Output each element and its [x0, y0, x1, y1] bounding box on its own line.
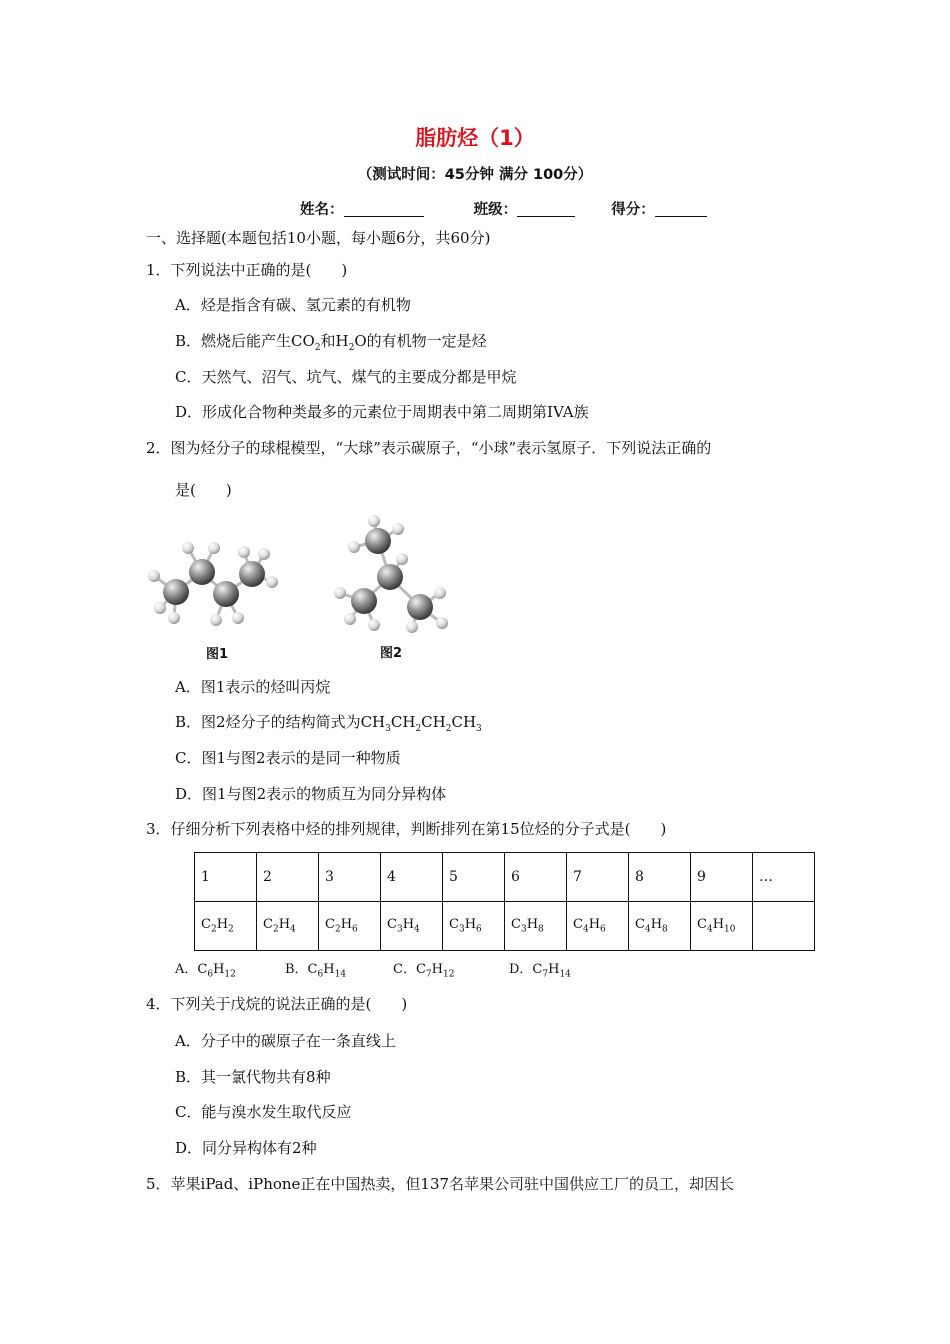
formula-c: C — [573, 917, 583, 933]
name-label: 姓名： — [300, 202, 344, 218]
formula-text: CH — [390, 713, 416, 731]
formula-h-count: 4 — [414, 924, 420, 935]
formula-c: C — [263, 917, 273, 933]
q3-option-a — [175, 958, 236, 980]
formula-c: C — [325, 917, 335, 933]
table-cell-index: 3 — [319, 853, 381, 902]
formula-c: C — [697, 917, 707, 933]
q3-option-d — [509, 958, 571, 980]
q1-option-a: A．烃是指含有碳、氢元素的有机物 — [175, 296, 411, 314]
table-cell-empty — [753, 902, 815, 951]
page-title: 脂肪烃（1） — [415, 126, 535, 150]
formula-subscript: 2 — [415, 724, 422, 734]
option-label: B．C — [285, 962, 318, 977]
table-cell-formula — [629, 902, 691, 951]
table-cell-formula — [505, 902, 567, 951]
figure-1-propane-model — [140, 532, 290, 632]
q1-stem: 1．下列说法中正确的是( ) — [146, 261, 348, 279]
formula-c-count: 3 — [396, 924, 403, 935]
table-cell-index: 6 — [505, 853, 567, 902]
option-label: C．C — [393, 962, 426, 977]
table-cell-index: 2 — [257, 853, 319, 902]
formula-h-count: 14 — [559, 969, 571, 980]
formula-subscript: 3 — [385, 724, 391, 734]
formula-h: H — [588, 917, 601, 933]
q2-b-text: B．图2烃分子的结构简式为CH — [175, 713, 386, 731]
q1-b-sub2: 2 — [348, 343, 355, 353]
formula-h-count: 12 — [442, 969, 455, 980]
formula-c-count: 2 — [334, 924, 341, 935]
formula-c-count: 7 — [542, 969, 549, 980]
formula-c-count: 6 — [317, 969, 324, 980]
q4-option-b: B．其一氯代物共有8种 — [175, 1068, 331, 1086]
formula-h: H — [548, 962, 560, 977]
formula-c: C — [449, 917, 459, 933]
formula-h: H — [431, 962, 443, 977]
table-cell-index: 8 — [629, 853, 691, 902]
q4-option-a: A．分子中的碳原子在一条直线上 — [175, 1032, 396, 1050]
q1-option-b — [175, 330, 487, 353]
formula-h: H — [323, 962, 335, 977]
formula-h-count: 8 — [662, 924, 668, 935]
table-cell-index: 9 — [691, 853, 753, 902]
formula-c-count: 2 — [272, 924, 279, 935]
formula-c-count: 2 — [210, 924, 217, 935]
formula-h: H — [278, 917, 291, 933]
table-cell-formula — [319, 902, 381, 951]
table-cell-index: 5 — [443, 853, 505, 902]
formula-h: H — [402, 917, 415, 933]
q2-b-formula — [385, 713, 482, 734]
table-cell-formula — [195, 902, 257, 951]
formula-c: C — [635, 917, 645, 933]
table-cell-formula — [691, 902, 753, 951]
formula-h-count: 6 — [476, 924, 482, 935]
q2-option-c: C．图1与图2表示的是同一种物质 — [175, 749, 401, 767]
formula-h-count: 10 — [724, 924, 736, 935]
formula-c: C — [387, 917, 397, 933]
figure-2-isobutane-model — [330, 515, 455, 633]
table-cell-index: … — [753, 853, 815, 902]
q2-stem-cont: 是( ) — [175, 481, 232, 499]
formula-h-count: 6 — [352, 924, 358, 935]
table-cell-index: 4 — [381, 853, 443, 902]
score-label: 得分： — [611, 202, 655, 218]
q4-option-d: D．同分异构体有2种 — [175, 1139, 317, 1157]
name-blank[interactable] — [344, 202, 424, 217]
formula-h: H — [213, 962, 225, 977]
formula-h-count: 6 — [600, 924, 606, 935]
class-blank[interactable] — [517, 202, 575, 217]
exam-info: （测试时间：45分钟 满分 100分） — [357, 167, 593, 183]
q1-b-text1: B．燃烧后能产生CO — [175, 332, 315, 350]
q3-option-c — [393, 958, 454, 980]
table-row-numbers — [195, 853, 815, 902]
q4-option-c: C．能与溴水发生取代反应 — [175, 1103, 352, 1121]
q1-option-d: D．形成化合物种类最多的元素位于周期表中第二周期第IVA族 — [175, 403, 589, 421]
q2-stem: 2．图为烃分子的球棍模型，“大球”表示碳原子，“小球”表示氢原子．下列说法正确的 — [146, 439, 712, 457]
formula-h: H — [712, 917, 725, 933]
formula-h: H — [464, 917, 477, 933]
student-fields — [300, 198, 707, 219]
q2-option-b — [175, 711, 482, 734]
formula-subscript: 3 — [476, 724, 482, 734]
q3-option-b — [285, 958, 346, 980]
table-cell-formula — [381, 902, 443, 951]
hydrocarbon-sequence-table — [194, 852, 815, 951]
formula-c: C — [201, 917, 211, 933]
formula-c-count: 3 — [520, 924, 527, 935]
formula-h: H — [650, 917, 663, 933]
figure-2-caption: 图2 — [380, 646, 403, 661]
table-cell-formula — [443, 902, 505, 951]
option-label: A．C — [175, 962, 208, 977]
q1-b-text3: O的有机物一定是烃 — [354, 332, 487, 350]
formula-h: H — [340, 917, 353, 933]
formula-h-count: 2 — [228, 924, 234, 935]
formula-text: CH — [451, 713, 477, 731]
formula-subscript: 2 — [445, 724, 452, 734]
formula-c-count: 4 — [582, 924, 589, 935]
table-row-formulas — [195, 902, 815, 951]
table-cell-index: 7 — [567, 853, 629, 902]
score-blank[interactable] — [655, 202, 707, 217]
q1-b-sub1: 2 — [314, 343, 321, 353]
table-cell-formula — [257, 902, 319, 951]
formula-h-count: 12 — [224, 969, 236, 980]
formula-c-count: 7 — [425, 969, 432, 980]
q5-stem: 5．苹果iPad、iPhone正在中国热卖，但137名苹果公司驻中国供应工厂的员工，却因长 — [146, 1175, 735, 1193]
option-label: D．C — [509, 962, 543, 977]
formula-c: C — [511, 917, 521, 933]
q4-stem: 4．下列关于戊烷的说法正确的是( ) — [146, 995, 408, 1013]
table-cell-index: 1 — [195, 853, 257, 902]
formula-h-count: 4 — [290, 924, 296, 935]
formula-h: H — [526, 917, 539, 933]
q1-b-text2: 和H — [320, 332, 349, 350]
formula-c-count: 3 — [458, 924, 465, 935]
formula-c-count: 4 — [706, 924, 713, 935]
formula-c-count: 6 — [207, 969, 214, 980]
q2-option-d: D．图1与图2表示的物质互为同分异构体 — [175, 785, 447, 803]
q2-option-a: A．图1表示的烃叫丙烷 — [175, 678, 331, 696]
formula-h: H — [216, 917, 229, 933]
formula-c-count: 4 — [644, 924, 651, 935]
section-heading: 一、选择题(本题包括10小题，每小题6分，共60分) — [146, 229, 491, 247]
table-cell-formula — [567, 902, 629, 951]
q3-stem: 3．仔细分析下列表格中烃的排列规律，判断排列在第15位烃的分子式是( ) — [146, 820, 667, 838]
figure-1-caption: 图1 — [206, 647, 229, 662]
formula-text: CH — [421, 713, 446, 731]
formula-h-count: 14 — [334, 969, 347, 980]
q1-option-c: C．天然气、沼气、坑气、煤气的主要成分都是甲烷 — [175, 368, 517, 386]
class-label: 班级： — [473, 202, 518, 218]
formula-h-count: 8 — [538, 924, 544, 935]
